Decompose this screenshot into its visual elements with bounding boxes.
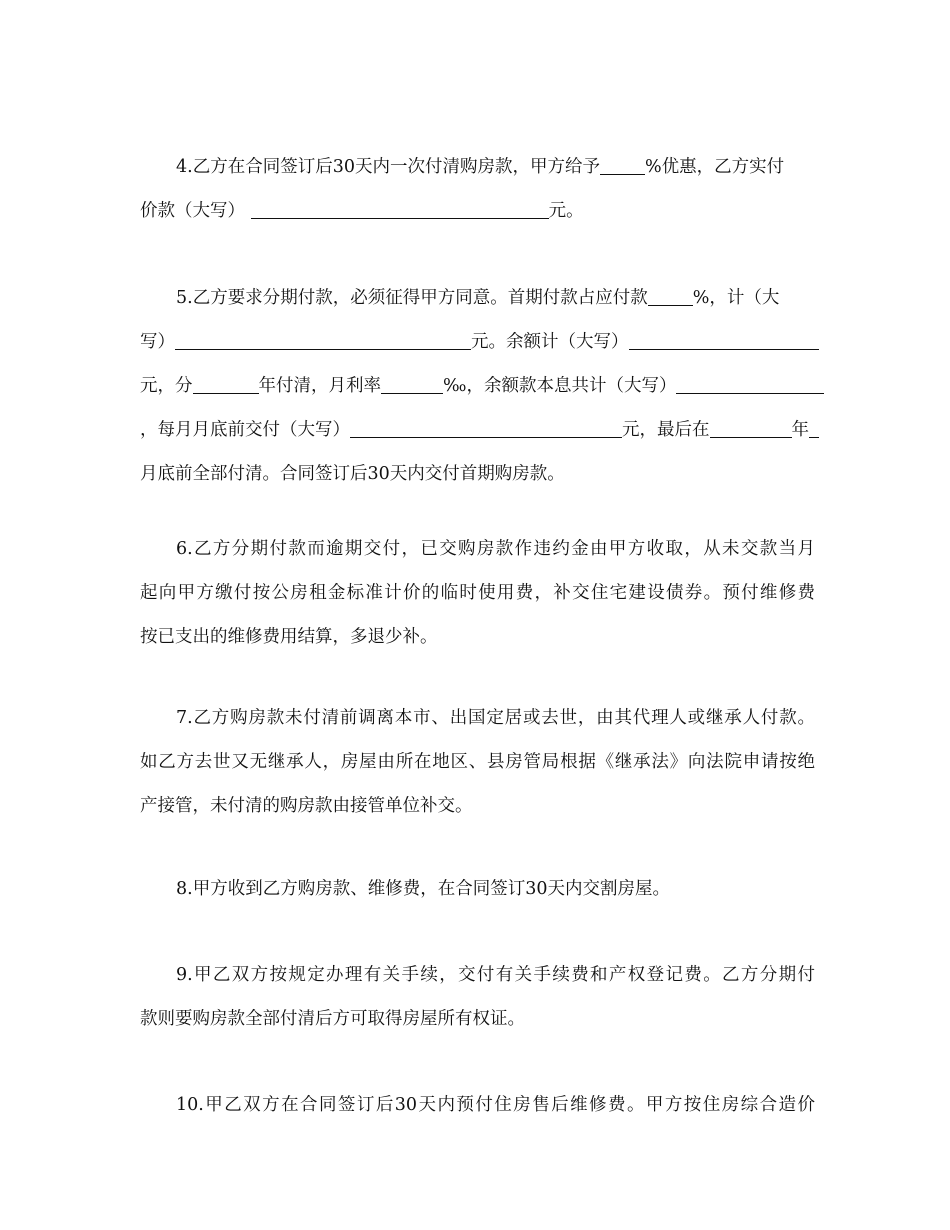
text-line: 月底前全部付清。合同签订后30天内交付首期购房款。 [140,464,565,484]
text-line: 8.甲方收到乙方购房款、维修费，在合同签订30天内交割房屋。 [176,879,670,899]
clause-7 [140,696,815,828]
text-line: 4.乙方在合同签订后30天内一次付清购房款，甲方给予 %优惠，乙方实付 [176,157,785,177]
text-line: 6.乙方分期付款而逾期交付，已交购房款作违约金由甲方收取，从未交款当月 [176,539,815,559]
text-line: 5.乙方要求分期付款，必须征得甲方同意。首期付款占应付款 %，计（大 [176,288,780,308]
text-line: 按已支出的维修费用结算，多退少补。 [140,627,438,647]
text-line: 9.甲乙双方按规定办理有关手续，交付有关手续费和产权登记费。乙方分期付 [176,965,815,985]
clause-5 [140,276,815,496]
text-line: ，每月月底前交付（大写） 元，最后在 年 [140,408,815,452]
text-line: 元，分 年付清，月利率 ‰，余额款本息共计（大写） [140,364,815,408]
blank-field [676,376,824,395]
blank-field [251,201,549,220]
text-line: 10.甲乙双方在合同签订后30天内预付住房售后维修费。甲方按住房综合造价 [176,1095,815,1115]
blank-field [629,332,819,351]
blank-field [648,288,693,307]
text-line: 价款（大写） 元。 [140,201,584,221]
text-line: 产接管，未付清的购房款由接管单位补交。 [140,796,473,816]
blank-field [350,420,622,439]
blank-field [193,376,259,395]
clause-8 [140,867,815,911]
clause-9 [140,953,815,1041]
text-line: 款则要购房款全部付清后方可取得房屋所有权证。 [140,1009,525,1029]
text-line: 如乙方去世又无继承人，房屋由所在地区、县房管局根据《继承法》向法院申请按绝 [140,752,815,772]
clause-10 [140,1083,815,1127]
text-line: 7.乙方购房款未付清前调离本市、出国定居或去世，由其代理人或继承人付款。 [176,708,815,728]
clause-4 [140,145,815,233]
blank-field [809,420,819,439]
blank-field [710,420,792,439]
text-line: 写） 元。余额计（大写） [140,320,815,364]
clause-6 [140,527,815,659]
blank-field [381,376,443,395]
blank-field [600,157,645,176]
blank-field [175,332,471,351]
text-line: 起向甲方缴付按公房租金标准计价的临时使用费，补交住宅建设债券。预付维修费 [140,583,815,603]
